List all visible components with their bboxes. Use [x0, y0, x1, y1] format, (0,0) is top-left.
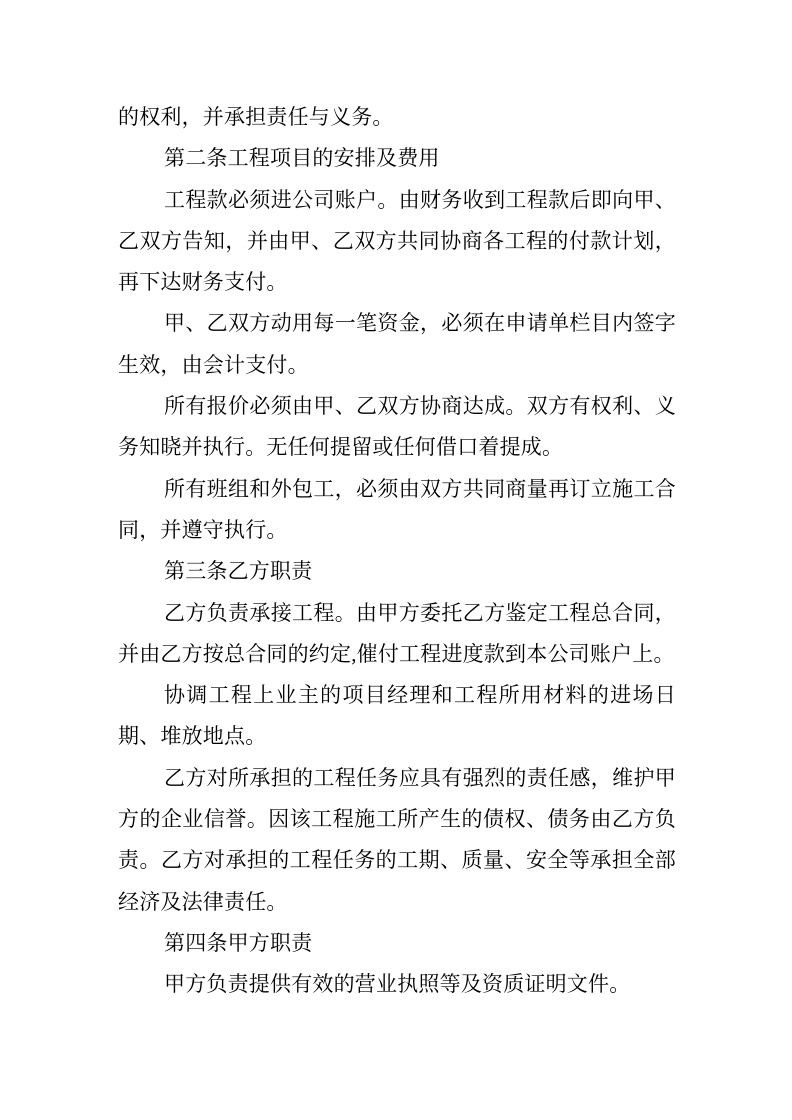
document-line: 乙方对所承担的工程任务应具有强烈的责任感，维护甲: [164, 765, 676, 790]
document-line: 乙方负责承接工程。由甲方委托乙方鉴定工程总合同，: [164, 600, 676, 625]
document-line: 期、堆放地点。: [118, 724, 267, 749]
document-line: 乙双方告知，并由甲、乙双方共同协商各工程的付款计划，: [118, 228, 676, 253]
document-line: 同，并遵守执行。: [118, 517, 288, 542]
document-line: 所有报价必须由甲、乙双方协商达成。双方有权利、义: [164, 394, 676, 419]
document-line: 生效，由会计支付。: [118, 352, 309, 377]
document-line: 第四条甲方职责: [164, 930, 313, 955]
document-body: [118, 97, 676, 1006]
document-line: 务知晓并执行。无任何提留或任何借口着提成。: [118, 435, 564, 460]
document-line: 并由乙方按总合同的约定,催付工程进度款到本公司账户上。: [118, 641, 675, 666]
document-line: 第二条工程项目的安排及费用: [164, 146, 440, 171]
document-line: 甲方负责提供有效的营业执照等及资质证明文件。: [164, 972, 631, 997]
document-line: 工程款必须进公司账户。由财务收到工程款后即向甲、: [164, 187, 676, 212]
document-line: 所有班组和外包工，必须由双方共同商量再订立施工合: [164, 476, 676, 501]
document-line: 责。乙方对承担的工程任务的工期、质量、安全等承担全部: [118, 848, 676, 873]
document-line: 甲、乙双方动用每一笔资金，必须在申请单栏目内签字: [164, 311, 676, 336]
document-line: 的权利，并承担责任与义务。: [118, 105, 394, 129]
document-line: 第三条乙方职责: [164, 559, 313, 584]
document-line: 方的企业信誉。因该工程施工所产生的债权、债务由乙方负: [118, 807, 676, 832]
document-line: 协调工程上业主的项目经理和工程所用材料的进场日: [164, 683, 676, 708]
document-line: 经济及法律责任。: [118, 889, 288, 914]
document-line: 再下达财务支付。: [118, 270, 288, 295]
